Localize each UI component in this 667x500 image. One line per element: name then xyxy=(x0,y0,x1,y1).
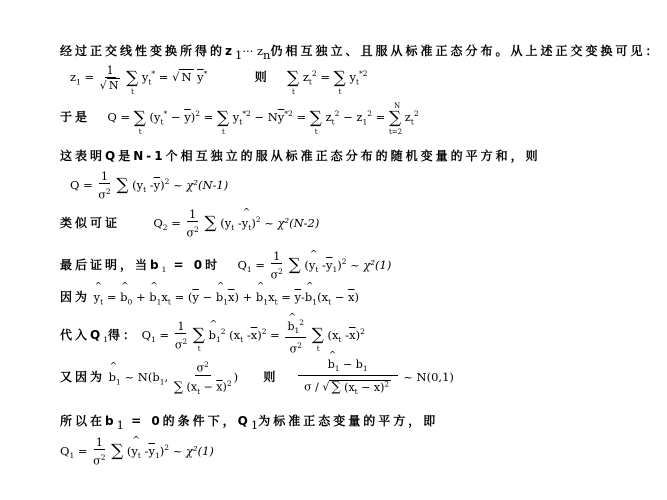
yinwei-label: 因为 xyxy=(60,290,91,304)
chi-1: χ²(1) xyxy=(363,257,392,272)
intro-text: 经过正交线性变换所得的z xyxy=(60,44,235,58)
dairu-text: 代入Q xyxy=(60,327,104,342)
equation-substitute: 代入$Q_1$得： $Q_1$ = $\frac{1}{\sigma^2}$ ∑ t ^ $b_1^2$ ($x_t$ $-\overline{x})^2$ = ^ $\frac{b_1^2}{\sigma^2}$ ∑ t ($x_t$ $-\overline{x})^2$ xyxy=(60,316,667,356)
equation-again: 又因为 ^ $b_1$ ~ $N(b_1$, $\frac{\sigma^2}{\sum (x_t - \overline{x})^2}$ ) 则 ^ $\frac{b_1 - b_1}{\sigma / √ \sum (x_t - \overline{x})^2}$ ~ N(0,1) xyxy=(60,358,667,398)
intro-line: 经过正交线性变换所得的$z_1\cdot\cdot\cdot z_n$仍相互独立、且服从标准正态分布。从上述正交变换可见： xyxy=(60,44,661,63)
suoyi-text-2: = 0的条件下，Q xyxy=(123,414,251,428)
equation-q: 于是 Q = ∑ t $(y_t^* - \overline{y})^2$ = ∑ t $y_t^{*2} - N\overline{y}^{*2}$ = ∑ t $z_t^2 - z_1^2$ = ∑ N t=2 $z_t^2$ xyxy=(60,101,419,136)
intro-text-2: 仍相互独立、且服从标准正态分布。从上述正交变换可见： xyxy=(270,44,661,58)
youyin-label: 又因为 xyxy=(60,370,106,385)
ellipsis-text: ··· z xyxy=(242,44,264,58)
then-label-2: 则 xyxy=(263,370,279,385)
zuihou-text-2: = 0时 xyxy=(166,257,221,272)
equation-final: $Q_1$ = $\frac{1}{\sigma^2}$ ∑ (^ $y_t$ $-\overline{y}_1)^2$ ~ χ²(1) xyxy=(60,436,667,468)
equation-q-chi: Q = $\frac{1}{\sigma^2}$ ∑ ($y_t$ $-\overline{y})^2$ ~ χ²(N-1) xyxy=(70,170,229,202)
chi-1-final: χ²(1) xyxy=(186,443,214,458)
explanation-line xyxy=(60,145,667,164)
chi-n1: χ²(N-1) xyxy=(186,177,229,192)
suoyi-text-3: 为标准正态变量的平方，即 xyxy=(258,414,439,428)
leisi-label: 类似可证 xyxy=(60,215,121,230)
equation-z1: $z_1$ = $\frac{1}{√ N}$ ∑ t $y_t^*$ = √ N $\overline{y}^*$ 则 ∑ t $z_t^2$ = ∑ t $y_t^{*2}$ xyxy=(70,64,368,96)
equation-q2: 类似可证 $Q_2$ = $\frac{1}{\sigma^2}$ ∑ ($y_t$ -^ $y_t)^2$ ~ χ²(N-2) xyxy=(60,208,667,240)
yushi-label: 于是 xyxy=(60,110,91,124)
equation-because: 因为 ^ $y_t$ = ^ $b_0$ + ^ $b_1x_t = (\overline{y}$ − ^ $b_1\overline{x}$) + ^ $b_1x_t$ = $\overline{y}-\^{}$ $b_1(x_t - \overline{x})$ xyxy=(60,288,667,306)
dairu-text-2: 得： xyxy=(107,327,138,342)
n01-text: ~ N(0,1) xyxy=(403,370,454,385)
equation-q1: 最后证明，当$b_1 = 0$时 $Q_1$ = $\frac{1}{\sigma^2}$ ∑ (^ $y_t$ $-\overline{y}_1)^2$ ~ χ²(1) xyxy=(60,250,667,282)
then-label: 则 xyxy=(254,70,270,84)
explanation-text: 这表明Q是N-1个相互独立的服从标准正态分布的随机变量的平方和，则 xyxy=(60,149,541,163)
chi-n2: χ²(N-2) xyxy=(277,215,320,230)
zuihou-text: 最后证明，当b xyxy=(60,257,162,272)
conclusion-line: 所以在$b_1 = 0$的条件下，$Q_1$为标准正态变量的平方，即 xyxy=(60,414,439,433)
suoyi-text: 所以在b xyxy=(60,414,117,428)
